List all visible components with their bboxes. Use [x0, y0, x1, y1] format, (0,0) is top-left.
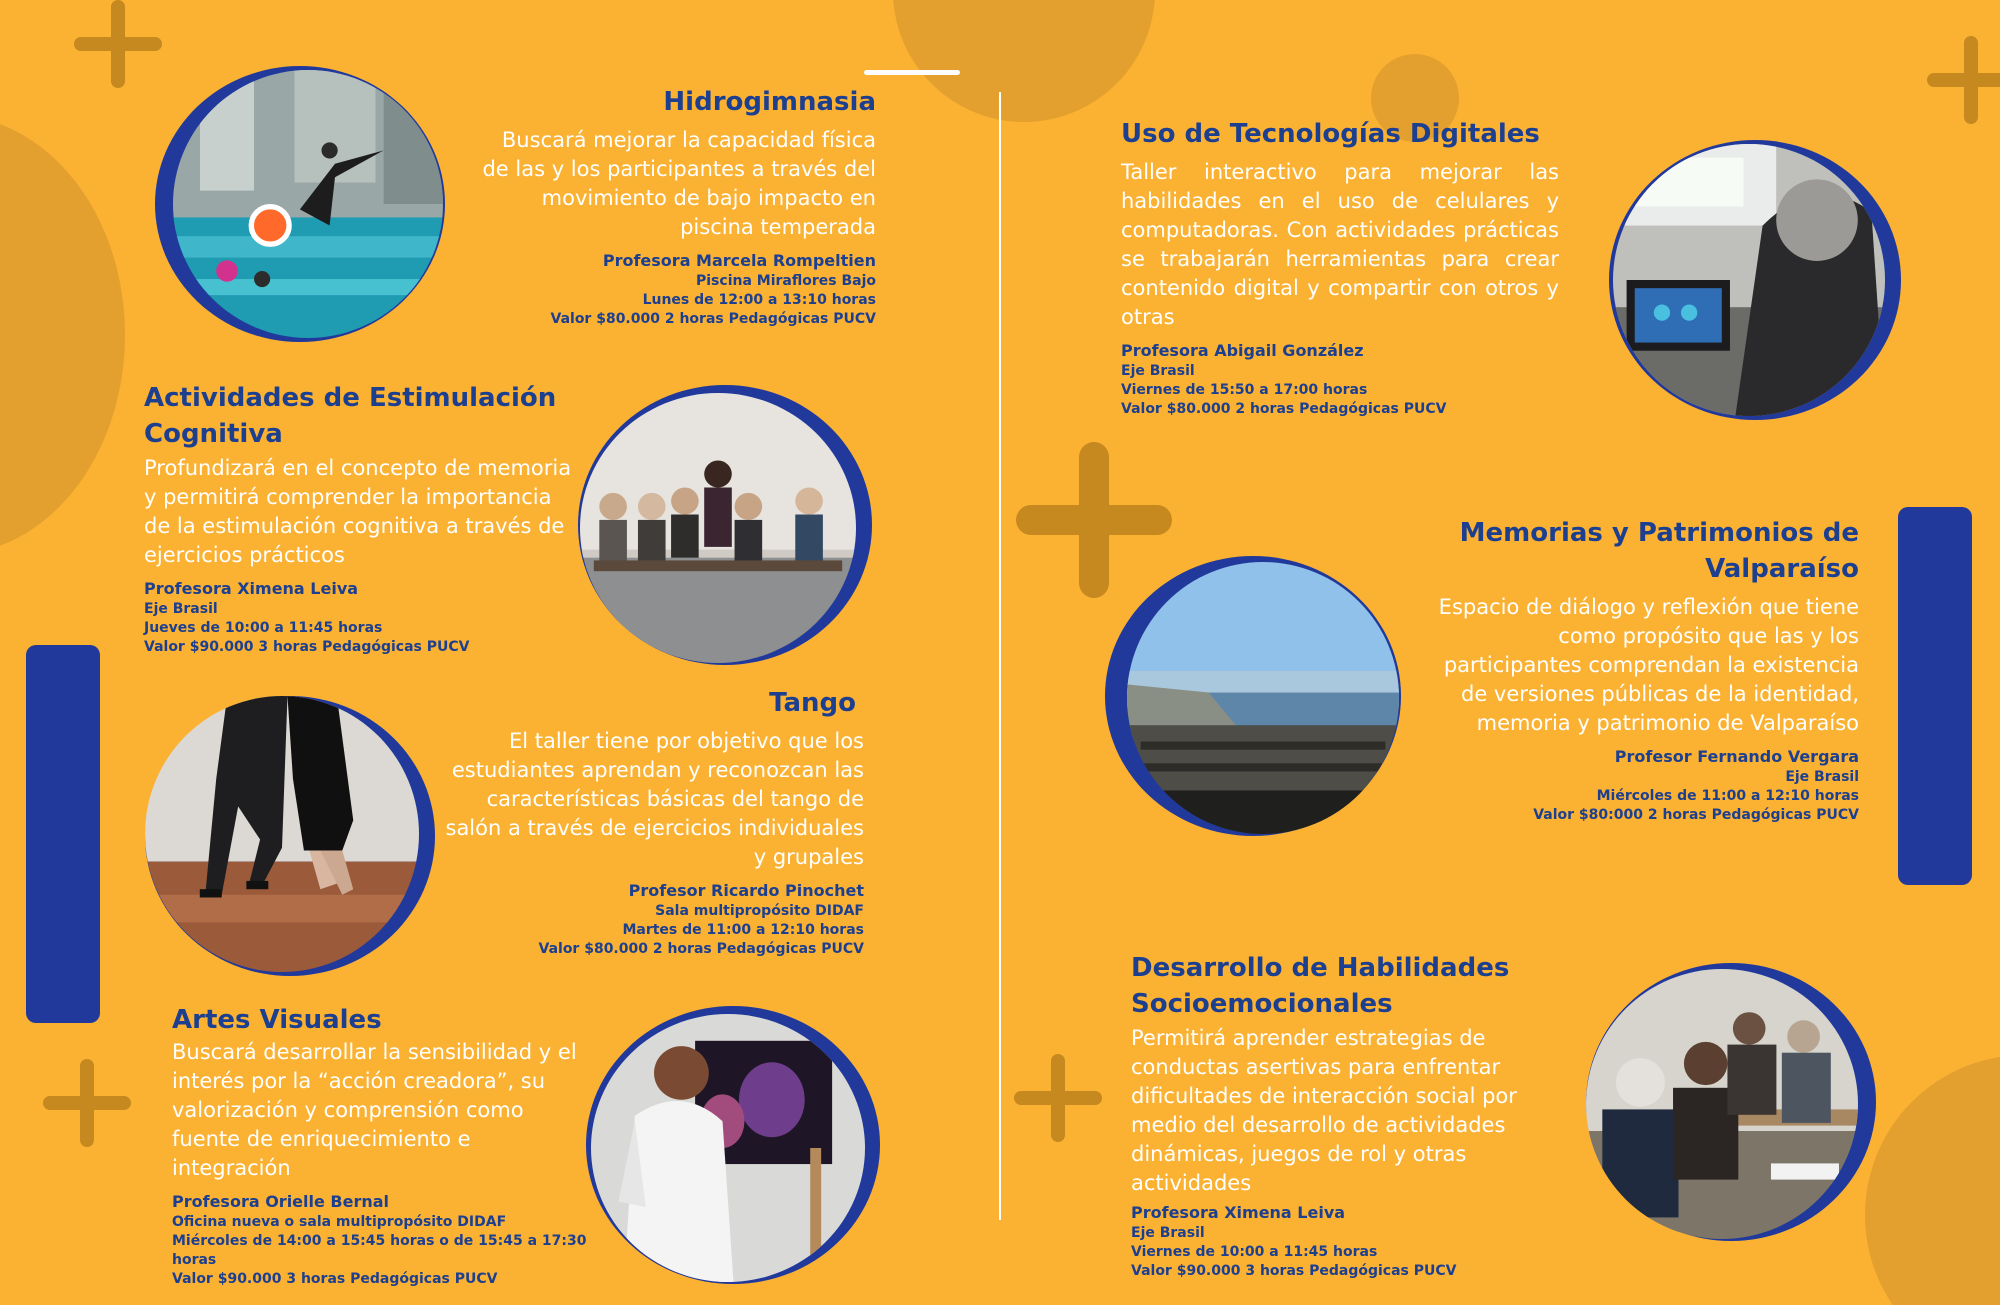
workshop-description: Taller interactivo para mejorar las habilidades en el uso de celulares y computadoras. Con actividades prácticas se trabajarán herramientas para crear contenido digital y compartir con otros y otras: [1121, 160, 1559, 329]
workshop-photo-artes-visuales: [586, 1006, 880, 1284]
workshop-teacher: Profesora Abigail González: [1121, 341, 1364, 360]
workshop-teacher: Profesora Ximena Leiva: [1131, 1203, 1346, 1222]
workshop-tango: [444, 685, 864, 959]
workshop-place: Eje Brasil: [1121, 363, 1195, 379]
workshop-teacher: Profesor Fernando Vergara: [1614, 747, 1859, 766]
workshop-tecnologias-digitales: [1121, 116, 1559, 419]
seniors-classroom-photo: [1586, 969, 1858, 1239]
workshop-schedule: Jueves de 10:00 a 11:45 horas: [144, 620, 383, 636]
workshop-price: Valor $90.000 3 horas Pedagógicas PUCV: [172, 1271, 498, 1287]
workshop-price: Valor $80:000 2 horas Pedagógicas PUCV: [1533, 807, 1859, 823]
workshop-memorias-patrimonios: [1426, 515, 1859, 825]
workshop-place: Eje Brasil: [1131, 1225, 1205, 1241]
workshop-place: Eje Brasil: [144, 601, 218, 617]
workshop-price: Valor $90.000 3 horas Pedagógicas PUCV: [144, 639, 470, 655]
workshop-photo-habilidades-socioemocionales: [1586, 963, 1876, 1241]
blue-bar-left: [26, 645, 100, 1023]
workshop-photo-tango: [145, 696, 435, 976]
workshop-place: Piscina Miraflores Bajo: [696, 273, 876, 289]
workshop-photo-hidrogimnasia: [155, 66, 445, 342]
bottom-strip: [0, 1305, 2000, 1309]
workshop-schedule: Martes de 11:00 a 12:10 horas: [622, 922, 864, 938]
decor-circle-left: [0, 115, 125, 555]
workshop-price: Valor $80.000 2 horas Pedagógicas PUCV: [538, 941, 864, 957]
workshop-title: Desarrollo de Habilidades Socioemocionales: [1131, 953, 1510, 1019]
workshop-artes-visuales: [172, 1002, 590, 1289]
workshop-title: Actividades de Estimulación Cognitiva: [144, 383, 557, 449]
blue-bar-right: [1898, 507, 1972, 885]
workshop-title: Uso de Tecnologías Digitales: [1121, 119, 1540, 149]
workshop-place: Eje Brasil: [1785, 769, 1859, 785]
workshop-teacher: Profesor Ricardo Pinochet: [628, 881, 864, 900]
workshop-photo-tecnologias-digitales: [1609, 140, 1901, 420]
workshop-schedule: Viernes de 15:50 a 17:00 horas: [1121, 382, 1368, 398]
plus-decor-bottom-left: [43, 1059, 131, 1147]
workshop-schedule: Miércoles de 11:00 a 12:10 horas: [1596, 788, 1859, 804]
decor-circle-bottom-right: [1865, 1055, 2000, 1309]
workshop-description: El taller tiene por objetivo que los estudiantes aprendan y reconozcan las características básicas del tango de salón a través de ejercicios individuales y grupales: [445, 729, 864, 869]
workshop-title: Artes Visuales: [172, 1005, 382, 1035]
plus-decor-top-left: [74, 0, 162, 88]
workshop-title: Memorias y Patrimonios de Valparaíso: [1459, 518, 1859, 584]
swimming-pool-photo: [173, 70, 443, 338]
workshop-price: Valor $80.000 2 horas Pedagógicas PUCV: [1121, 401, 1447, 417]
workshop-description: Espacio de diálogo y reflexión que tiene como propósito que las y los participantes comprendan la existencia de versiones públicas de la identidad, memoria y patrimonio de Valparaíso: [1438, 595, 1859, 735]
workshop-description: Permitirá aprender estrategias de conductas asertivas para enfrentar dificultades de interacción social por medio del desarrollo de actividades dinámicas, juegos de rol y otras actividades: [1131, 1026, 1517, 1195]
workshop-habilidades-socioemocionales: [1131, 950, 1541, 1281]
painting-easel-photo: [591, 1014, 865, 1282]
workshop-schedule: Viernes de 10:00 a 11:45 horas: [1131, 1244, 1378, 1260]
workshop-place: Oficina nueva o sala multipropósito DIDAF: [172, 1214, 507, 1230]
plus-decor-top-right: [1927, 36, 2000, 124]
classroom-group-photo: [580, 393, 856, 663]
workshop-teacher: Profesora Ximena Leiva: [144, 579, 359, 598]
top-dash: [864, 70, 960, 75]
workshop-estimulacion-cognitiva: [144, 380, 574, 657]
workshop-description: Profundizará en el concepto de memoria y permitirá comprender la importancia de la estimulación cognitiva a través de ejercicios prácticos: [144, 456, 572, 567]
workshop-photo-memorias-patrimonios: [1105, 556, 1401, 836]
workshop-title: Tango: [769, 688, 856, 718]
tango-dancers-photo: [145, 696, 419, 972]
workshop-teacher: Profesora Orielle Bernal: [172, 1192, 390, 1211]
valparaiso-bay-photo: [1127, 562, 1399, 834]
center-divider: [999, 92, 1001, 1220]
workshop-schedule: Miércoles de 14:00 a 15:45 horas o de 15:45 a 17:30 horas: [172, 1233, 587, 1268]
workshop-teacher: Profesora Marcela Rompeltien: [602, 251, 876, 270]
decor-circle-top: [893, 0, 1155, 122]
workshop-schedule: Lunes de 12:00 a 13:10 horas: [642, 292, 876, 308]
workshop-description: Buscará mejorar la capacidad física de las y los participantes a través del movimiento de bajo impacto en piscina temperada: [482, 128, 876, 239]
workshop-photo-estimulacion-cognitiva: [578, 385, 872, 665]
workshop-price: Valor $90.000 3 horas Pedagógicas PUCV: [1131, 1263, 1457, 1279]
workshop-title: Hidrogimnasia: [663, 87, 876, 117]
workshop-price: Valor $80.000 2 horas Pedagógicas PUCV: [550, 311, 876, 327]
plus-decor-bottom-middle: [1014, 1054, 1102, 1142]
workshop-description: Buscará desarrollar la sensibilidad y el interés por la “acción creadora”, su valorización y comprensión como fuente de enriquecimiento e integración: [172, 1040, 577, 1180]
workshop-place: Sala multipropósito DIDAF: [655, 903, 864, 919]
laptop-user-photo: [1613, 144, 1885, 416]
workshop-hidrogimnasia: [470, 84, 876, 329]
